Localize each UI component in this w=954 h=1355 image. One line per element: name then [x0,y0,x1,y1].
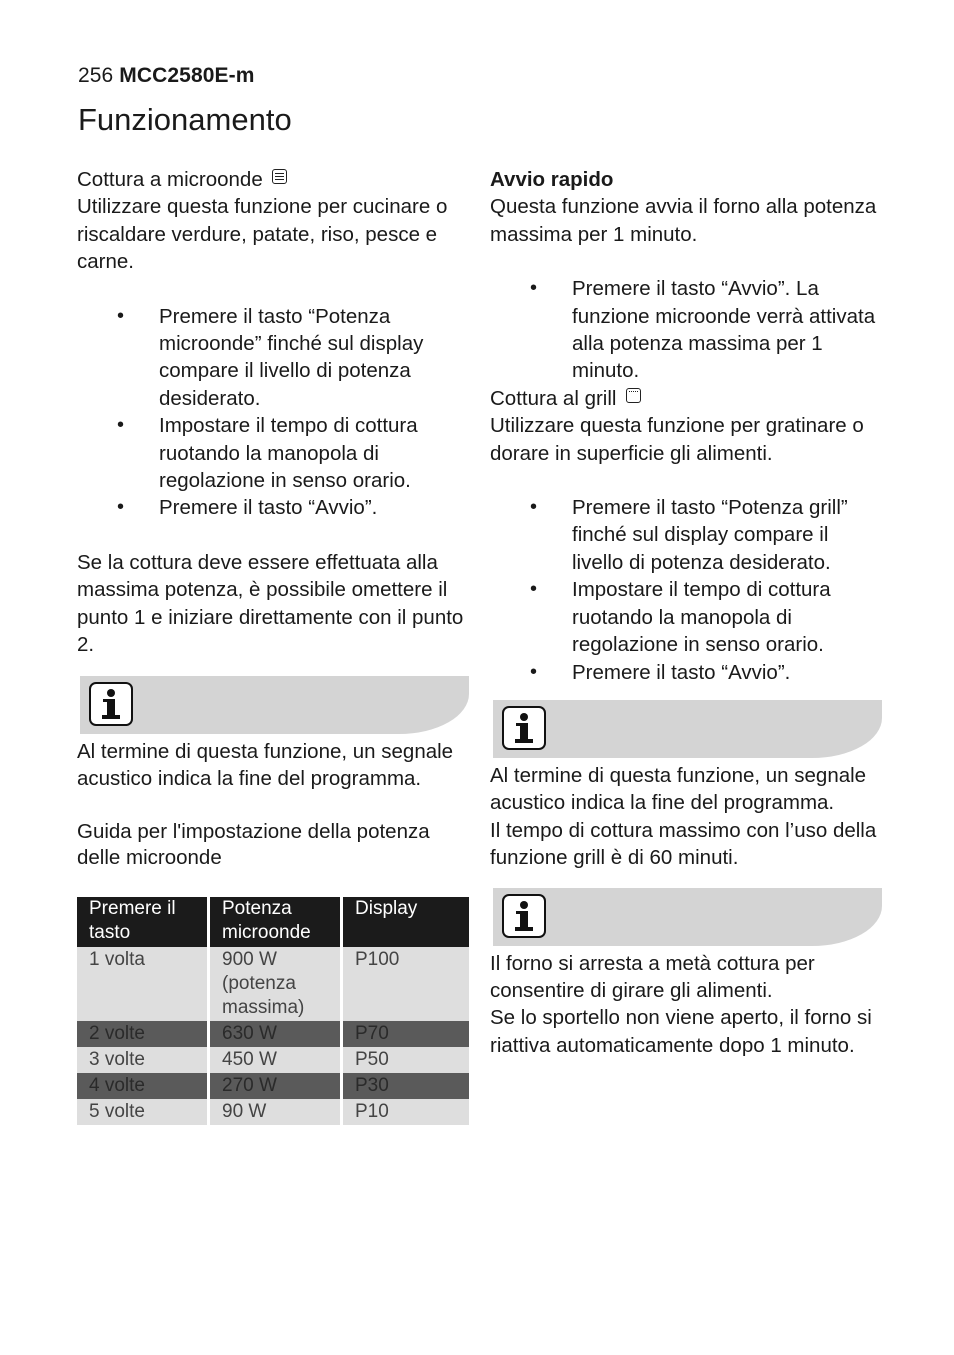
table-cell: P50 [343,1047,469,1073]
table-cell: 900 W (potenza massima) [210,947,343,1021]
microwave-note: Se la cottura deve essere effettuata alla massima potenza, è possibile omettere il punto 1 e iniziare direttamente con il punto 2. [77,550,464,657]
bullet-icon: • [117,304,125,327]
table-row [77,947,469,1021]
microwave-mode-icon [272,169,287,184]
grill-mode-icon [626,388,641,403]
table-header-row [77,897,469,947]
table-row [77,1073,469,1099]
list-item: • Premere il tasto “Potenza grill” finché sul display compare il livello di potenza desiderato. [530,496,848,574]
table-header-cell: Premere il tasto [77,897,210,947]
table-cell: P10 [343,1099,469,1125]
quick-start-steps [490,275,882,385]
microwave-heading: Cottura a microonde [77,166,469,193]
power-table [77,897,469,1125]
grill-steps [490,494,882,686]
guide-heading: Guida per l'impostazione della potenza delle microonde [77,820,430,870]
grill-info-text-max-time: Il tempo di cottura massimo con l’uso della funzione grill è di 60 minuti. [490,818,877,870]
table-cell: 90 W [210,1099,343,1125]
table-header-cell: Display [343,897,469,947]
page-header [78,64,255,88]
microwave-intro: Utilizzare questa funzione per cucinare o riscaldare verdure, patate, riso, pesce e carne. [77,195,448,274]
table-cell: 630 W [210,1021,343,1047]
page-number: 256 [78,64,114,87]
quick-start-intro: Questa funzione avvia il forno alla potenza massima per 1 minuto. [490,195,877,246]
bullet-icon: • [530,277,538,300]
info-bar [493,700,882,758]
table-cell: 3 volte [77,1047,210,1073]
info-icon [89,682,133,726]
table-cell: P100 [343,947,469,1021]
list-item: • Premere il tasto “Avvio”. La funzione microonde verrà attivata alla potenza massima per 1 minuto. [530,277,876,383]
grill-info-text: Al termine di questa funzione, un segnale acustico indica la fine del programma. [490,763,867,815]
grill-auto-resume-text: Se lo sportello non viene aperto, il forno si riattiva automaticamente dopo 1 minuto. [490,1006,872,1057]
info-icon [502,894,546,938]
quick-start-heading: Avvio rapido [490,168,614,191]
list-item: • Premere il tasto “Avvio”. [77,494,469,521]
table-cell: 270 W [210,1073,343,1099]
bullet-icon: • [530,660,538,683]
table-cell: P30 [343,1073,469,1099]
table-row [77,1047,469,1073]
model-name: MCC2580E-m [119,64,255,87]
table-cell: 450 W [210,1047,343,1073]
table-cell: 2 volte [77,1021,210,1047]
table-cell: 5 volte [77,1099,210,1125]
bullet-icon: • [117,496,125,519]
info-bar [493,888,882,946]
bullet-icon: • [530,496,538,519]
table-cell: P70 [343,1021,469,1047]
microwave-info-text: Al termine di questa funzione, un segnale acustico indica la fine del programma. [77,739,454,790]
list-item: • Impostare il tempo di cottura ruotando la manopola di regolazione in senso orario. [117,414,418,493]
right-column [490,166,882,1059]
page-title: Funzionamento [78,102,292,137]
table-row [77,1021,469,1047]
grill-heading: Cottura al grill [490,385,882,412]
bullet-icon: • [530,578,538,601]
left-column [77,166,469,1125]
info-bar [80,676,469,734]
table-row [77,1099,469,1125]
table-header-cell: Potenza microonde [210,897,343,947]
bullet-icon: • [117,414,125,437]
grill-turn-food-text: Il forno si arresta a metà cottura per consentire di girare gli alimenti. [490,951,815,1002]
list-item: • Impostare il tempo di cottura ruotando la manopola di regolazione in senso orario. [530,578,831,657]
list-item: • Premere il tasto “Potenza microonde” finché sul display compare il livello di potenza desiderato. [117,304,424,410]
info-icon [502,706,546,750]
microwave-steps [77,303,469,522]
grill-intro: Utilizzare questa funzione per gratinare o dorare in superficie gli alimenti. [490,414,864,465]
table-cell: 4 volte [77,1073,210,1099]
table-cell: 1 volta [77,947,210,1021]
list-item: • Premere il tasto “Avvio”. [490,659,882,686]
